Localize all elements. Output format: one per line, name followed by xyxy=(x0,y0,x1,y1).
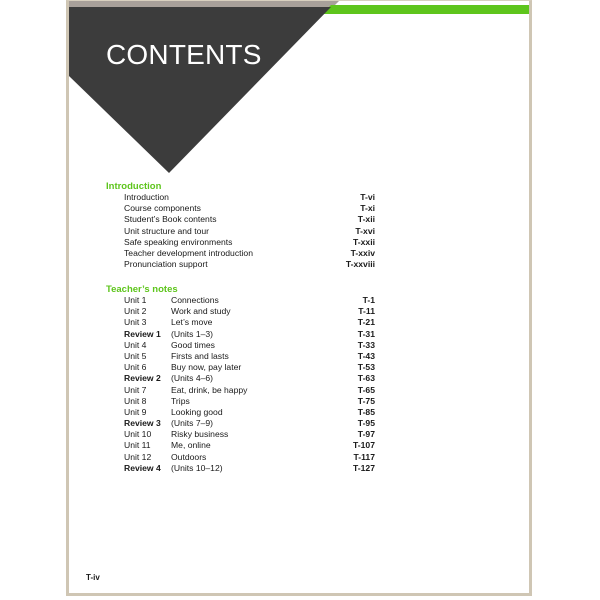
notes-row-unit: Review 4 xyxy=(124,462,161,473)
intro-row[interactable] xyxy=(69,203,529,214)
page-number: T-iv xyxy=(86,573,100,582)
notes-row-page: T-85 xyxy=(357,406,375,417)
header-band xyxy=(69,1,529,81)
notes-row-unit: Unit 6 xyxy=(124,362,147,373)
unit-row[interactable] xyxy=(69,385,529,396)
notes-row-page: T-53 xyxy=(357,362,375,373)
unit-row[interactable] xyxy=(69,340,529,351)
notes-row-title: (Units 10–12) xyxy=(171,462,223,473)
notes-row-unit: Unit 8 xyxy=(124,395,147,406)
notes-row-page: T-33 xyxy=(357,339,375,350)
notes-row-unit: Unit 2 xyxy=(124,306,147,317)
notes-row-title: Firsts and lasts xyxy=(171,350,229,361)
notes-row-title: Connections xyxy=(171,295,219,305)
header-graphic xyxy=(69,1,532,181)
header-dark-triangle xyxy=(69,7,331,173)
notes-row-unit: Unit 9 xyxy=(124,406,147,417)
notes-row-page: T-1 xyxy=(362,295,375,305)
notes-row-page: T-75 xyxy=(357,395,375,406)
unit-row[interactable] xyxy=(69,440,529,451)
unit-row[interactable] xyxy=(69,351,529,362)
section-heading-teachers-notes: Teacher’s notes xyxy=(106,284,178,295)
notes-row-title: Eat, drink, be happy xyxy=(171,384,248,395)
review-row[interactable] xyxy=(69,463,529,474)
notes-row-title: Me, online xyxy=(171,440,211,451)
intro-row-label: Student’s Book contents xyxy=(124,214,217,225)
review-row[interactable] xyxy=(69,329,529,340)
notes-row-title: Let’s move xyxy=(171,317,213,328)
notes-row-page: T-21 xyxy=(357,317,375,328)
intro-row-label: Teacher development introduction xyxy=(124,247,253,258)
intro-row-label: Introduction xyxy=(124,192,169,202)
unit-row[interactable] xyxy=(69,452,529,463)
notes-row-unit: Unit 3 xyxy=(124,317,147,328)
intro-row-page: T-xxii xyxy=(353,236,375,247)
unit-row[interactable] xyxy=(69,407,529,418)
intro-row-page: T-xi xyxy=(360,203,375,214)
intro-row-label: Unit structure and tour xyxy=(124,225,210,236)
unit-row[interactable] xyxy=(69,362,529,373)
review-row[interactable] xyxy=(69,418,529,429)
intro-row[interactable] xyxy=(69,259,529,270)
contents-page xyxy=(66,0,532,596)
intro-row-page: T-xii xyxy=(357,214,375,225)
notes-row-unit: Unit 10 xyxy=(124,429,152,440)
notes-row-unit: Review 1 xyxy=(124,328,161,339)
unit-row[interactable] xyxy=(69,317,529,328)
unit-row[interactable] xyxy=(69,295,529,306)
notes-row-title: Risky business xyxy=(171,429,229,440)
notes-row-page: T-11 xyxy=(358,306,375,317)
notes-row-page: T-127 xyxy=(353,462,375,473)
notes-row-unit: Unit 11 xyxy=(124,440,151,451)
section-heading-introduction: Introduction xyxy=(106,181,162,192)
intro-row-label: Pronunciation support xyxy=(124,259,208,270)
unit-row[interactable] xyxy=(69,429,529,440)
teachers-notes-list xyxy=(69,295,529,474)
intro-row-page: T-xxviii xyxy=(345,259,375,270)
notes-row-title: Work and study xyxy=(171,306,231,317)
notes-row-page: T-43 xyxy=(357,350,375,361)
notes-row-title: Outdoors xyxy=(171,451,207,462)
notes-row-unit: Unit 12 xyxy=(124,451,152,462)
intro-row[interactable] xyxy=(69,226,529,237)
notes-row-page: T-65 xyxy=(357,384,375,395)
notes-row-title: (Units 1–3) xyxy=(171,328,214,339)
unit-row[interactable] xyxy=(69,306,529,317)
notes-row-unit: Unit 1 xyxy=(124,295,147,305)
notes-row-unit: Review 2 xyxy=(124,373,161,384)
intro-row[interactable] xyxy=(69,214,529,225)
notes-row-page: T-117 xyxy=(353,451,375,462)
notes-row-unit: Unit 4 xyxy=(124,339,147,350)
notes-row-title: Trips xyxy=(171,395,190,406)
intro-row-page: T-xvi xyxy=(355,225,375,236)
intro-row-page: T-vi xyxy=(360,192,375,202)
notes-row-page: T-107 xyxy=(353,440,375,451)
notes-row-title: Good times xyxy=(171,339,215,350)
intro-row[interactable] xyxy=(69,192,529,203)
notes-row-title: (Units 4–6) xyxy=(171,373,214,384)
intro-row-page: T-xxiv xyxy=(350,247,375,258)
notes-row-page: T-31 xyxy=(357,328,375,339)
header-green-strip xyxy=(322,5,532,14)
intro-row-label: Course components xyxy=(124,203,201,214)
notes-row-title: (Units 7–9) xyxy=(171,418,214,429)
notes-row-page: T-63 xyxy=(357,373,375,384)
notes-row-unit: Unit 7 xyxy=(124,384,147,395)
introduction-list xyxy=(69,192,529,270)
notes-row-page: T-95 xyxy=(357,418,375,429)
notes-row-title: Buy now, pay later xyxy=(171,362,242,373)
intro-row[interactable] xyxy=(69,237,529,248)
notes-row-title: Looking good xyxy=(171,406,223,417)
page-title: CONTENTS xyxy=(106,39,262,70)
notes-row-page: T-97 xyxy=(357,429,375,440)
unit-row[interactable] xyxy=(69,396,529,407)
notes-row-unit: Review 3 xyxy=(124,418,161,429)
review-row[interactable] xyxy=(69,373,529,384)
notes-row-unit: Unit 5 xyxy=(124,350,147,361)
intro-row-label: Safe speaking environments xyxy=(124,236,233,247)
intro-row[interactable] xyxy=(69,248,529,259)
